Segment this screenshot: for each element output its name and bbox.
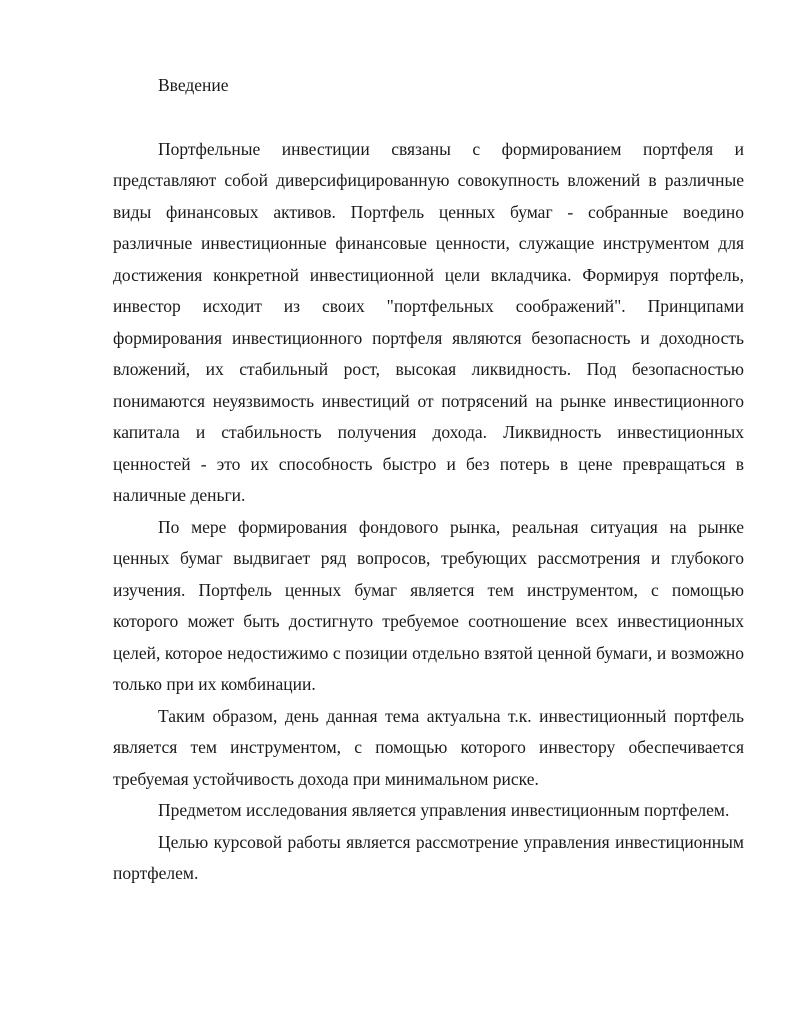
paragraph-subject: Предметом исследования является управления инвестиционным портфелем. xyxy=(158,800,730,820)
paragraph-market: По мере формирования фондового рынка, реальная ситуация на рынке ценных бумаг выдвигает ряд вопросов, требующих рассмотрения и глубокого изучения. Портфель ценных бумаг является тем инструментом, с помощью которого может быть достигнуто требуемое соотношение всех инвестиционных целей, которое недостижимо с позиции отдельно взятой ценной бумаги, и возможно только при их комбинации. xyxy=(113,516,744,694)
heading-spacer xyxy=(113,102,744,134)
paragraph-relevance: Таким образом, день данная тема актуальна т.к. инвестиционный портфель является тем инструментом, с помощью которого инвестору обеспечивается требуемая устойчивость дохода при минимальном риске. xyxy=(113,705,744,789)
document-body xyxy=(113,70,744,890)
section-heading: Введение xyxy=(158,75,229,95)
paragraph-goal: Целью курсовой работы является рассмотрение управления инвестиционным портфелем. xyxy=(113,831,744,883)
paragraph-intro: Портфельные инвестиции связаны с формированием портфеля и представляют собой диверсифицированную совокупность вложений в различные виды финансовых активов. Портфель ценных бумаг - собранные воедино различные инвестиционные финансовые ценности, служащие инструментом для достижения конкретной инвестиционной цели вкладчика. Формируя портфель, инвестор исходит из своих "портфельных соображений". Принципами формирования инвестиционного портфеля являются безопасность и доходность вложений, их стабильный рост, высокая ликвидность. Под безопасностью понимаются неуязвимость инвестиций от потрясений на рынке инвестиционного капитала и стабильность получения дохода. Ликвидность инвестиционных ценностей - это их способность быстро и без потерь в цене превращаться в наличные деньги. xyxy=(113,138,744,505)
